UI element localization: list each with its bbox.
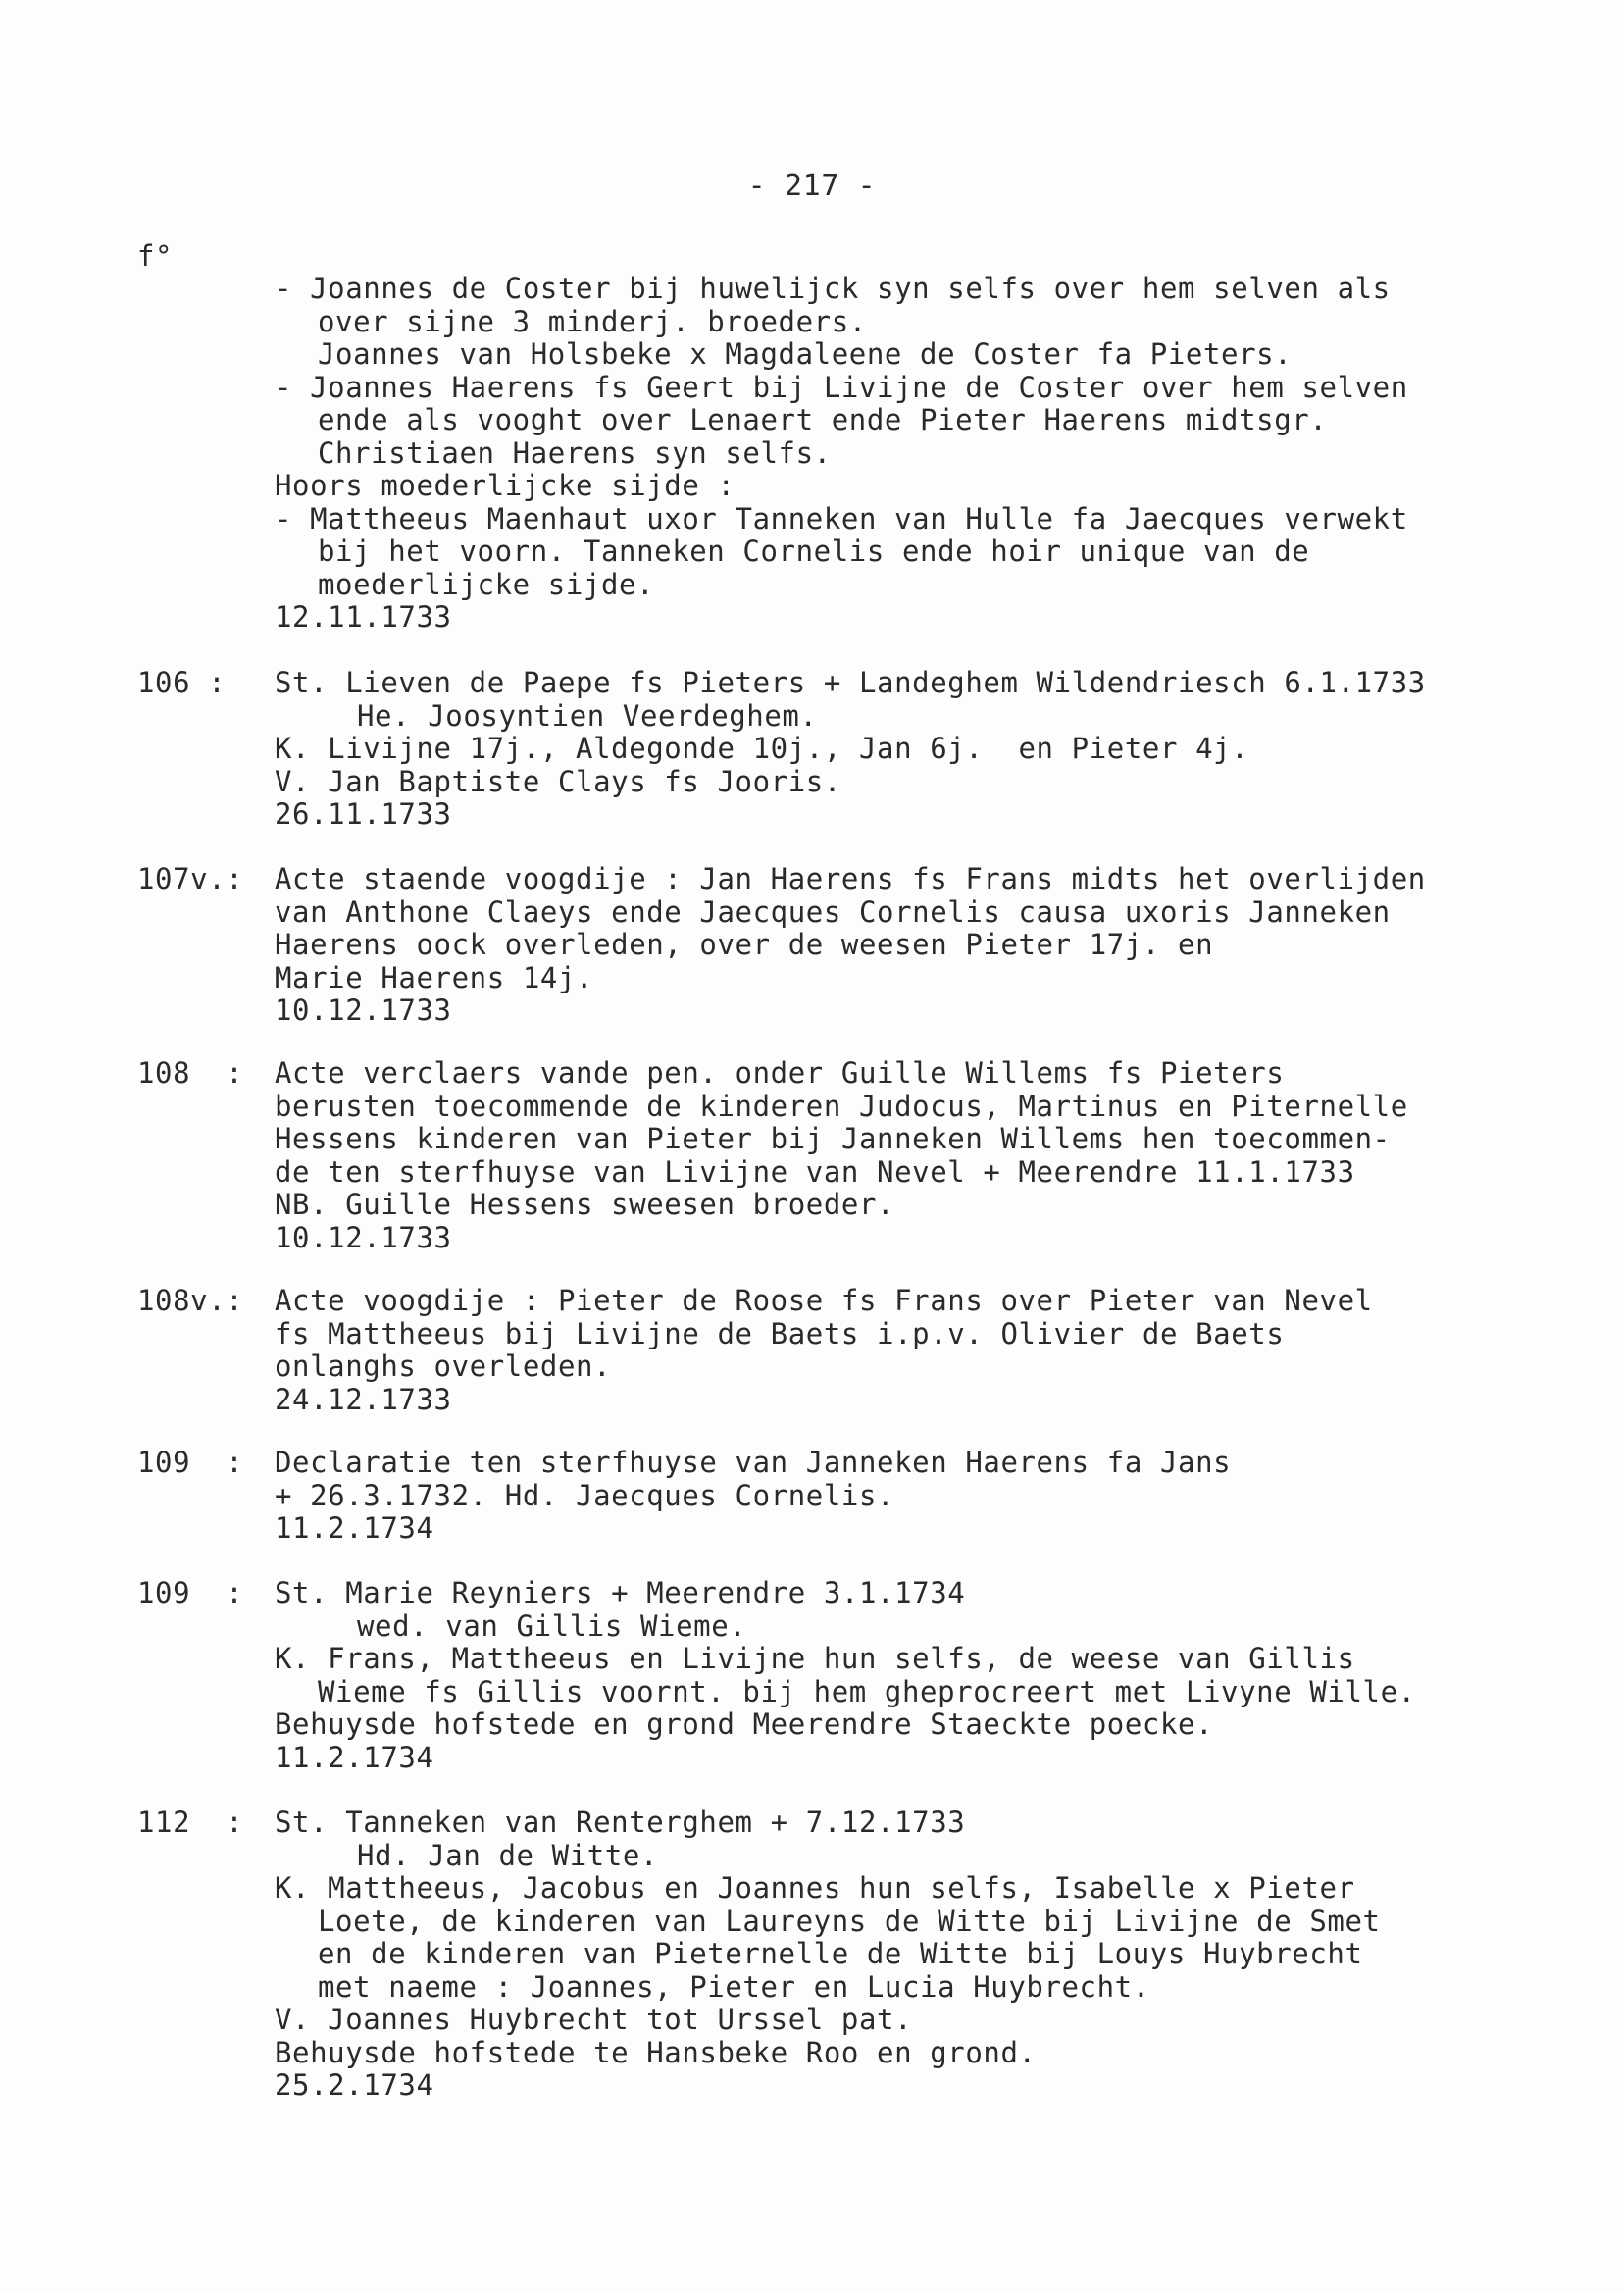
entry-line: NB. Guille Hessens sweesen broeder. <box>275 1188 895 1221</box>
entry-line: St. Lieven de Paepe fs Pieters + Landeghem Wildendriesch 6.1.1733 <box>275 666 1426 699</box>
entry-line: en de kinderen van Pieternelle de Witte bij Louys Huybrecht <box>318 1937 1363 1970</box>
entry-line: V. Joannes Huybrecht tot Urssel pat. <box>275 2003 913 2036</box>
entry-line: de ten sterfhuyse van Livijne van Nevel + Meerendre 11.1.1733 <box>275 1154 1355 1189</box>
entry-label: 109 : <box>137 1576 244 1609</box>
entry-line: berusten toecommende de kinderen Judocus, Martinus en Piternelle <box>275 1089 1408 1123</box>
entry-line: Behuysde hofstede en grond Meerendre Staeckte poecke. <box>275 1707 1214 1741</box>
entry-line: Hessens kinderen van Pieter bij Janneken Willems hen toecommen- <box>275 1122 1391 1155</box>
entry-line: Hoors moederlijcke sijde : <box>275 469 736 502</box>
entry-line: Acte voogdije : Pieter de Roose fs Frans over Pieter van Nevel <box>275 1284 1373 1317</box>
entry-label: 107v.: <box>137 862 244 895</box>
entry-line: Christiaen Haerens syn selfs. <box>318 435 832 470</box>
entry-line: St. Tanneken van Renterghem + 7.12.1733 <box>275 1806 966 1839</box>
entry-line: Acte verclaers vande pen. onder Guille Willems fs Pieters <box>275 1056 1285 1090</box>
entry-line: Haerens oock overleden, over de weesen Pieter 17j. en <box>275 928 1214 961</box>
entry-line: 12.11.1733 <box>275 600 452 634</box>
entry-line: ende als vooght over Lenaert ende Pieter Haerens midtsgr. <box>318 403 1328 436</box>
entry-line: 26.11.1733 <box>275 797 452 831</box>
entry-line: + 26.3.1732. Hd. Jaecques Cornelis. <box>275 1478 895 1512</box>
entry-line: van Anthone Claeys ende Jaecques Cornelis causa uxoris Janneken <box>275 894 1391 929</box>
entry-line: K. Livijne 17j., Aldegonde 10j., Jan 6j. en Pieter 4j. <box>275 732 1249 765</box>
entry-line: 10.12.1733 <box>275 993 452 1027</box>
entry-line: met naeme : Joannes, Pieter en Lucia Huybrecht. <box>318 1969 1150 2004</box>
entry-line: Acte staende voogdije : Jan Haerens fs Frans midts het overlijden <box>275 862 1426 895</box>
entry-line: 11.2.1734 <box>275 1511 434 1545</box>
folio-label: f° <box>137 239 174 273</box>
entry-label: 106 : <box>137 666 227 699</box>
entry-line: 10.12.1733 <box>275 1220 452 1254</box>
entry-line: Joannes van Holsbeke x Magdaleene de Coster fa Pieters. <box>318 337 1293 371</box>
entry-label: 112 : <box>137 1806 244 1839</box>
entry-line: bij het voorn. Tanneken Cornelis ende hoir unique van de <box>318 535 1310 568</box>
entry-line: Wieme fs Gillis voornt. bij hem gheprocreert met Livyne Wille. <box>318 1674 1416 1708</box>
entry-line: Behuysde hofstede te Hansbeke Roo en grond. <box>275 2035 1037 2069</box>
entry-line: 24.12.1733 <box>275 1382 452 1416</box>
entry-line: Marie Haerens 14j. <box>275 960 594 994</box>
entry-line: 11.2.1734 <box>275 1740 434 1774</box>
entry-label: 109 : <box>137 1446 244 1479</box>
entry-line: - Joannes Haerens fs Geert bij Livijne de Coster over hem selven <box>275 370 1408 404</box>
entry-line: St. Marie Reyniers + Meerendre 3.1.1734 <box>275 1576 966 1609</box>
entry-line: over sijne 3 minderj. broeders. <box>318 304 867 338</box>
entry-line: V. Jan Baptiste Clays fs Jooris. <box>275 764 841 798</box>
entry-line: fs Mattheeus bij Livijne de Baets i.p.v. Olivier de Baets <box>275 1316 1285 1350</box>
entry-line: Loete, de kinderen van Laureyns de Witte bij Livijne de Smet <box>318 1904 1381 1938</box>
entry-line: wed. van Gillis Wieme. <box>357 1608 747 1643</box>
entry-line: He. Joosyntien Veerdeghem. <box>357 698 818 733</box>
page-number: - 217 - <box>747 169 877 203</box>
entry-line: Hd. Jan de Witte. <box>357 1838 659 1872</box>
entry-line: 25.2.1734 <box>275 2068 434 2102</box>
entry-line: moederlijcke sijde. <box>318 567 655 601</box>
entry-line: Declaratie ten sterfhuyse van Janneken Haerens fa Jans <box>275 1446 1232 1479</box>
entry-line: onlanghs overleden. <box>275 1349 612 1383</box>
entry-label: 108v.: <box>137 1284 244 1317</box>
entry-line: K. Frans, Mattheeus en Livijne hun selfs, de weese van Gillis <box>275 1642 1355 1675</box>
entry-line: - Joannes de Coster bij huwelijck syn selfs over hem selven als <box>275 272 1391 305</box>
entry-line: - Mattheeus Maenhaut uxor Tanneken van Hulle fa Jaecques verwekt <box>275 501 1408 535</box>
entry-line: K. Mattheeus, Jacobus en Joannes hun selfs, Isabelle x Pieter <box>275 1871 1355 1905</box>
entry-label: 108 : <box>137 1056 244 1090</box>
